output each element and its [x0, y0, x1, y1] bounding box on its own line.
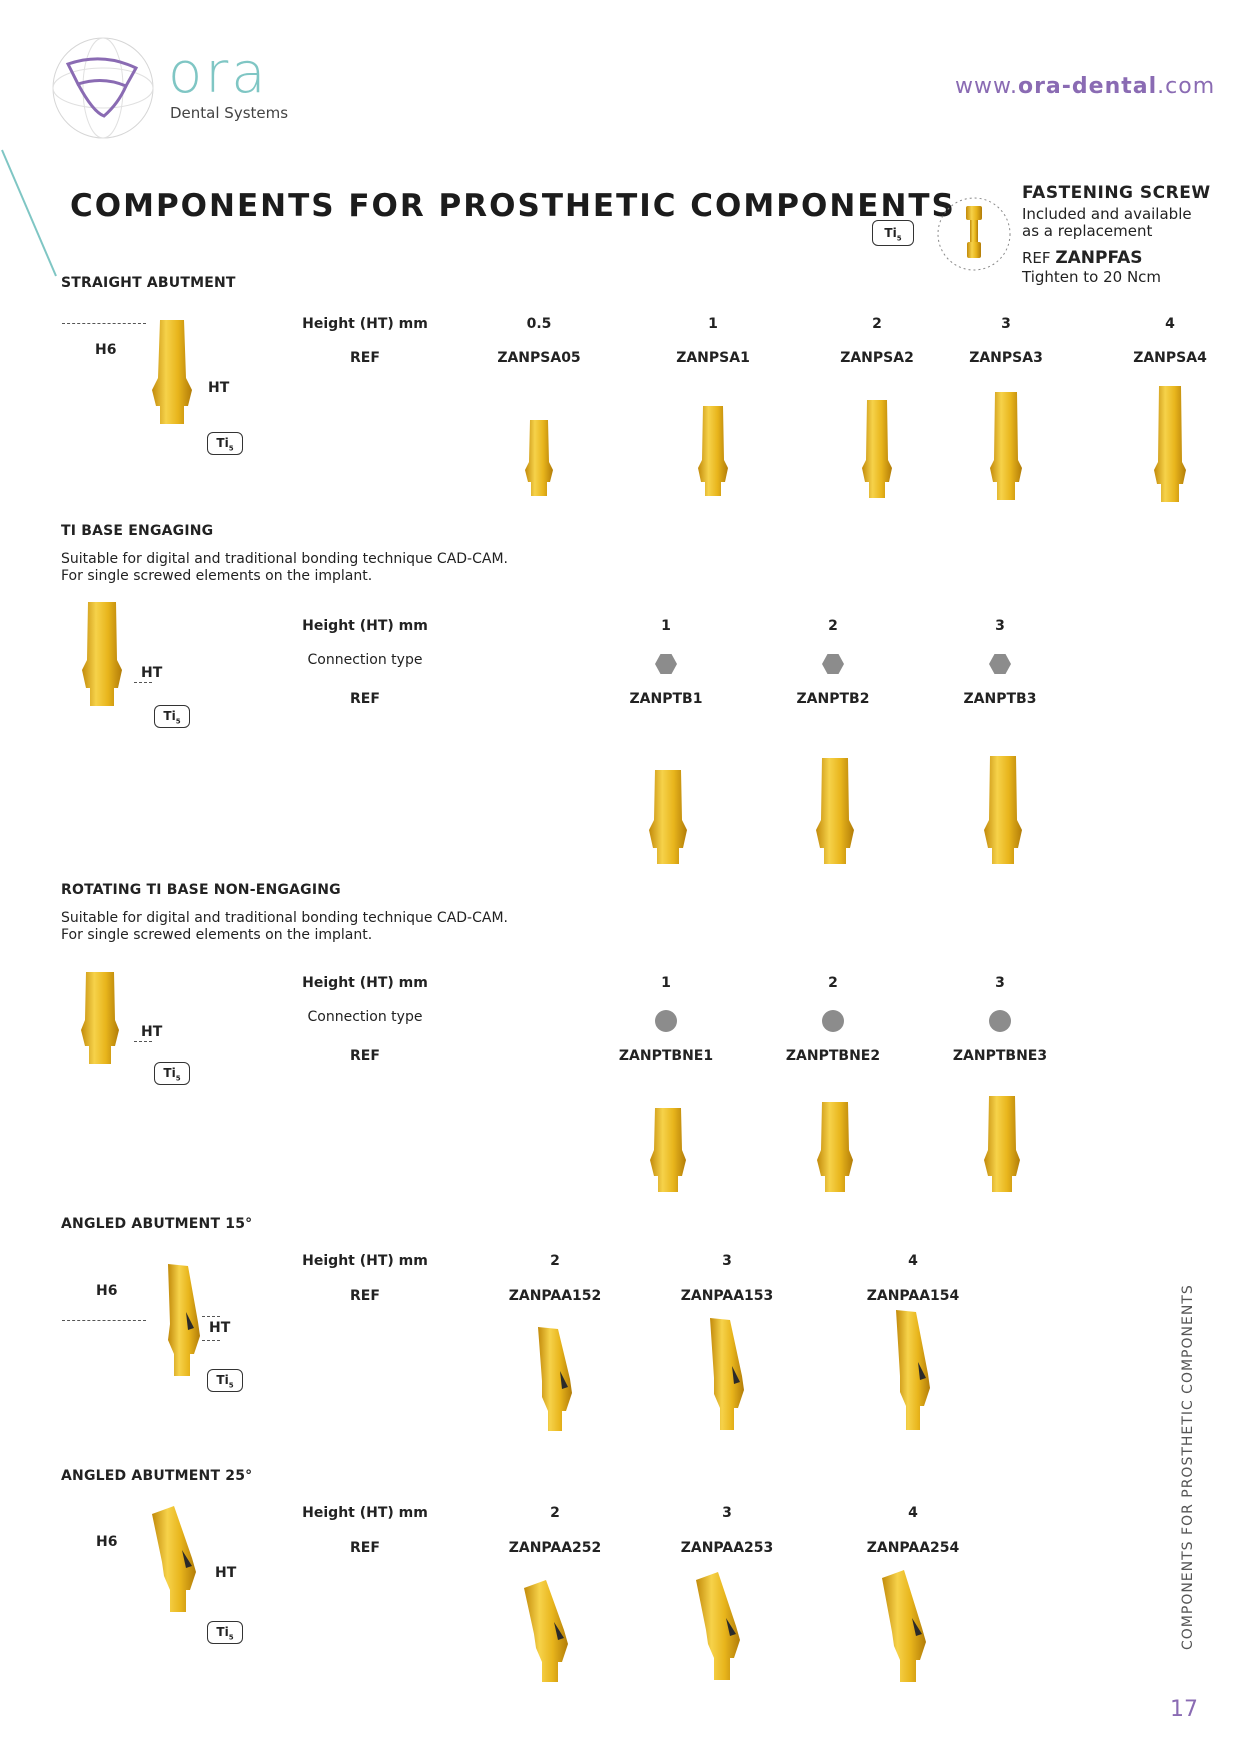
height-value: 4	[1165, 316, 1175, 332]
section-title-rotating: ROTATING TI BASE NON-ENGAGING	[61, 882, 341, 898]
product-image-straight	[697, 404, 729, 498]
height-label: Height (HT) mm	[302, 1505, 428, 1521]
dimension-line	[62, 323, 146, 324]
ht-label: HT	[209, 1320, 231, 1336]
fastening-screw-line1: Included and available	[1022, 205, 1192, 223]
height-label: Height (HT) mm	[302, 1253, 428, 1269]
straight-abutment-diagram	[150, 318, 194, 428]
product-image-straight	[524, 418, 554, 498]
ref-code: ZANPSA1	[676, 350, 750, 366]
ref-code: ZANPTBNE2	[785, 1048, 881, 1064]
section-title-straight: STRAIGHT ABUTMENT	[61, 275, 236, 291]
product-image-rotating	[983, 1094, 1021, 1194]
height-value: 1	[708, 316, 718, 332]
connection-type-label: Connection type	[307, 652, 423, 668]
titanium-badge: $Ti_5$	[207, 1621, 243, 1644]
ref-label: REF	[350, 1288, 380, 1304]
section-description: Suitable for digital and traditional bonding technique CAD-CAM.	[61, 551, 508, 567]
ref-code: ZANPAA153	[680, 1288, 774, 1304]
product-image-rotating	[816, 1100, 854, 1194]
height-value: 2	[828, 618, 838, 634]
section-description: For single screwed elements on the implant.	[61, 927, 373, 943]
height-value: 3	[722, 1505, 732, 1521]
ora-logo-emblem	[48, 34, 158, 142]
h6-label: H6	[95, 342, 117, 358]
titanium-badge: $Ti_5$	[154, 1062, 190, 1085]
height-value: 3	[722, 1253, 732, 1269]
product-image-angled15	[530, 1325, 586, 1435]
fastening-screw-image	[934, 196, 1014, 272]
section-description: Suitable for digital and traditional bonding technique CAD-CAM.	[61, 910, 508, 926]
product-image-straight	[1153, 384, 1187, 504]
product-image-tibase	[815, 756, 855, 866]
dimension-line	[134, 1041, 152, 1042]
rotating-tibase-diagram	[80, 970, 120, 1066]
h6-label: H6	[96, 1283, 118, 1299]
titanium-badge: $Ti_5$	[207, 1369, 243, 1392]
ref-code: ZANPTBNE3	[952, 1048, 1048, 1064]
fastening-screw-torque: Tighten to 20 Ncm	[1022, 268, 1162, 286]
ref-code: ZANPAA253	[680, 1540, 774, 1556]
ref-label: REF	[350, 691, 380, 707]
dimension-line	[134, 682, 152, 683]
height-label: Height (HT) mm	[302, 975, 428, 991]
hex-connection-icon	[655, 654, 677, 674]
product-image-angled15	[702, 1316, 758, 1434]
page-title: COMPONENTS FOR PROSTHETIC COMPONENTS	[70, 188, 956, 224]
ref-code: ZANPSA4	[1133, 350, 1207, 366]
section-title-tibase: TI BASE ENGAGING	[61, 523, 214, 539]
ref-code: ZANPSA2	[840, 350, 914, 366]
product-image-tibase	[648, 768, 688, 866]
ref-code: ZANPAA254	[866, 1540, 960, 1556]
fastening-screw-title: FASTENING SCREW	[1022, 183, 1211, 203]
height-value: 4	[908, 1253, 918, 1269]
hex-connection-icon	[822, 654, 844, 674]
height-value: 3	[1001, 316, 1011, 332]
ref-code: ZANPAA152	[508, 1288, 602, 1304]
ref-label: REF	[350, 350, 380, 366]
ref-code: ZANPSA05	[497, 350, 581, 366]
ht-label: HT	[215, 1565, 237, 1581]
height-label: Height (HT) mm	[302, 618, 428, 634]
section-title-angled25: ANGLED ABUTMENT 25°	[61, 1468, 253, 1484]
round-connection-icon	[822, 1010, 844, 1032]
round-connection-icon	[655, 1010, 677, 1032]
ref-code: ZANPTB1	[629, 691, 703, 707]
ht-label: HT	[141, 665, 163, 681]
height-value: 4	[908, 1505, 918, 1521]
height-value: 3	[995, 975, 1005, 991]
height-value: 2	[550, 1505, 560, 1521]
logo-subtitle: Dental Systems	[170, 104, 289, 122]
ref-code: ZANPAA154	[866, 1288, 960, 1304]
decorative-line	[0, 148, 60, 278]
height-value: 3	[995, 618, 1005, 634]
product-image-tibase	[983, 754, 1023, 866]
hex-connection-icon	[989, 654, 1011, 674]
height-value: 2	[872, 316, 882, 332]
product-image-rotating	[649, 1106, 687, 1194]
ref-code: ZANPAA252	[508, 1540, 602, 1556]
height-value: 2	[550, 1253, 560, 1269]
section-description: For single screwed elements on the implant.	[61, 568, 373, 584]
website-link[interactable]: www.ora-dental.com	[955, 74, 1216, 99]
logo-wordmark: ora	[168, 41, 269, 106]
connection-type-label: Connection type	[307, 1009, 423, 1025]
round-connection-icon	[989, 1010, 1011, 1032]
ht-label: HT	[141, 1024, 163, 1040]
height-value: 0.5	[526, 316, 552, 332]
product-image-straight	[989, 390, 1023, 502]
product-image-angled25	[878, 1568, 942, 1684]
tibase-engaging-diagram	[80, 600, 124, 708]
product-image-angled15	[888, 1308, 944, 1434]
ref-code: ZANPTB2	[796, 691, 870, 707]
ref-label: REF	[350, 1048, 380, 1064]
ref-code: ZANPTB3	[963, 691, 1037, 707]
ref-code: ZANPTBNE1	[618, 1048, 714, 1064]
height-value: 1	[661, 618, 671, 634]
section-title-angled15: ANGLED ABUTMENT 15°	[61, 1216, 253, 1232]
titanium-badge: $Ti_5$	[872, 220, 914, 246]
angled-abutment-15-diagram	[154, 1262, 210, 1380]
titanium-badge: $Ti_5$	[207, 432, 243, 455]
side-section-label: COMPONENTS FOR PROSTHETIC COMPONENTS	[1180, 1284, 1196, 1650]
angled-abutment-25-diagram	[146, 1504, 210, 1616]
ht-label: HT	[208, 380, 230, 396]
h6-label: H6	[96, 1534, 118, 1550]
fastening-screw-ref: REF ZANPFAS	[1022, 248, 1143, 268]
fastening-screw-line2: as a replacement	[1022, 222, 1153, 240]
titanium-badge: $Ti_5$	[154, 705, 190, 728]
product-image-straight	[861, 398, 893, 500]
height-label: Height (HT) mm	[302, 316, 428, 332]
ref-label: REF	[350, 1540, 380, 1556]
page-number: 17	[1170, 1697, 1198, 1722]
product-image-angled25	[692, 1570, 756, 1682]
product-image-angled25	[520, 1578, 584, 1684]
dimension-line	[62, 1320, 146, 1321]
ref-code: ZANPSA3	[969, 350, 1043, 366]
height-value: 1	[661, 975, 671, 991]
height-value: 2	[828, 975, 838, 991]
